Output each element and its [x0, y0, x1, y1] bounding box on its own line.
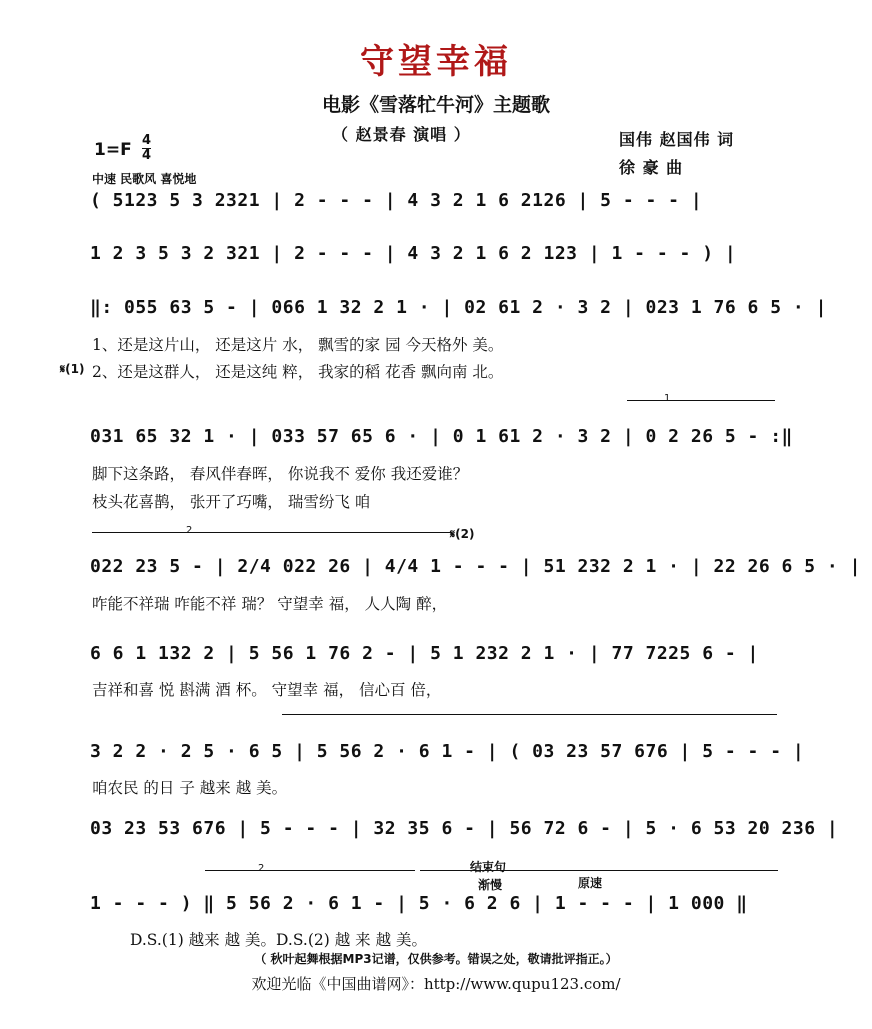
- volta-1-label: 1: [664, 393, 671, 404]
- key-signature: 1=F: [94, 140, 132, 160]
- score-row-6: 6 6 1 132 2 | 5 56 1 76 2 - | 5 1 232 2 1 · | 77 7225 6 - |: [90, 643, 759, 664]
- lyric-row-7: 咱农民 的日 子 越来 越 美。: [92, 779, 288, 797]
- score-row-7: 3 2 2 · 2 5 · 6 5 | 5 56 2 · 6 1 - | ( 03 23 57 676 | 5 - - - |: [90, 741, 805, 762]
- lyric-row-9: D.S.(1) 越来 越 美。D.S.(2) 越 来 越 美。: [130, 931, 427, 949]
- volta-1-bracket: [627, 400, 775, 401]
- lyric-row-4-verse-2: 枝头花喜鹊， 张开了巧嘴， 瑞雪纷飞 咱: [92, 493, 371, 511]
- score-row-4: 031 65 32 1 · | 033 57 65 6 · | 0 1 61 2 · 3 2 | 0 2 26 5 - :‖: [90, 426, 793, 447]
- time-signature: [142, 134, 151, 162]
- lyric-row-3-verse-1: 1、还是这片山， 还是这片 水， 飘雪的家 园 今天格外 美。: [92, 336, 504, 354]
- lyric-row-4-verse-1: 脚下这条路， 春风伴春晖， 你说我不 爱你 我还爱谁？: [92, 465, 469, 483]
- lyric-row-3-verse-2: 2、还是这群人， 还是这纯 粹， 我家的稻 花香 飘向南 北。: [92, 363, 504, 381]
- time-top: 4: [142, 133, 152, 148]
- footnote: （ 秋叶起舞根据MP3记谱，仅供参考。错误之处，敬请批评指正。）: [254, 952, 618, 966]
- volta-2-bracket: [92, 532, 452, 533]
- score-row-8: 03 23 53 676 | 5 - - - | 32 35 6 - | 56 72 6 - | 5 · 6 53 20 236 |: [90, 818, 839, 839]
- score-row-5: 022 23 5 - | 2/4 022 26 | 4/4 1 - - - | 51 232 2 1 · | 22 26 6 5 · |: [90, 556, 861, 577]
- score-row-9: 1 - - - ) ‖ 5 56 2 · 6 1 - | 5 · 6 2 6 | 1 - - - | 1 000 ‖: [90, 893, 748, 914]
- lyricist-credit: 国伟 赵国伟 词: [619, 130, 735, 149]
- composer-credit: 徐 豪 曲: [619, 158, 684, 177]
- ending-bracket-2: [205, 870, 415, 871]
- segno-1: 𝄋(1): [60, 362, 85, 376]
- tempo-marking: 中速 民歌风 喜悦地: [92, 172, 197, 186]
- singer-credit: （ 赵景春 演唱 ）: [332, 125, 471, 144]
- ending-label: 结束句: [470, 860, 507, 874]
- segno-2: 𝄋(2): [450, 527, 475, 541]
- time-bottom: 4: [142, 148, 152, 163]
- a-tempo-label: 原速: [578, 876, 603, 890]
- score-row-2: 1 2 3 5 3 2 321 | 2 - - - | 4 3 2 1 6 2 123 | 1 - - - ) |: [90, 243, 737, 264]
- ritardando-label: 渐慢: [478, 878, 503, 892]
- website-credit: 欢迎光临《中国曲谱网》：http://www.qupu123.com/: [251, 975, 621, 993]
- subtitle: 电影《雪落牤牛河》主题歌: [321, 94, 550, 116]
- lyric-row-5: 咋能不祥瑞 咋能不祥 瑞？ 守望幸 福， 人人陶 醉，: [92, 595, 448, 613]
- score-row-3: ‖: 055 63 5 - | 066 1 32 2 1 · | 02 61 2 · 3 2 | 023 1 76 6 5 · |: [90, 297, 827, 318]
- ending-bracket-2-label: 2: [258, 863, 265, 874]
- page-title: 守望幸福: [360, 42, 512, 82]
- score-row-1: ( 5123 5 3 2321 | 2 - - - | 4 3 2 1 6 2126 | 5 - - - |: [90, 190, 703, 211]
- volta-2-label: 2: [186, 525, 193, 536]
- repeat-bracket-row-7: [282, 714, 777, 715]
- lyric-row-6: 吉祥和喜 悦 斟满 酒 杯。 守望幸 福， 信心百 倍，: [92, 681, 442, 699]
